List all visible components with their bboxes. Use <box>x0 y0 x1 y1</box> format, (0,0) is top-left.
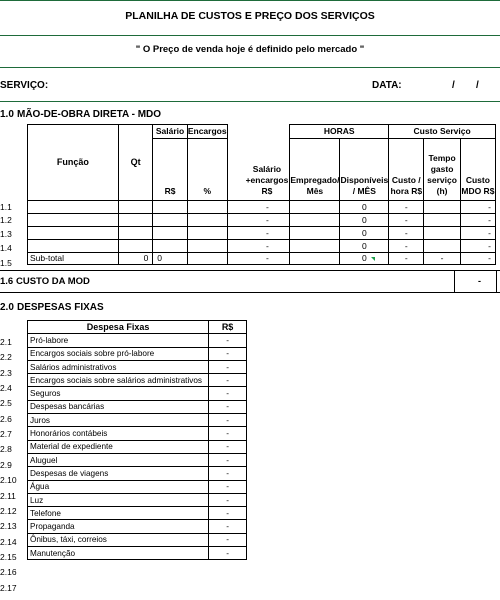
section2-title: DESPESAS FIXAS <box>17 302 104 313</box>
despesa-row <box>28 533 247 546</box>
despesa-label: Juros <box>28 414 209 427</box>
mdo-cell-tempo[interactable] <box>424 227 460 240</box>
subtotal-disponiveis: 0 <box>340 253 389 265</box>
group-custo-header: Custo Serviço <box>389 125 496 139</box>
mdo-cell-salario-encargos[interactable]: - <box>227 201 290 214</box>
col-salario-header: Salário <box>153 125 188 139</box>
title-divider <box>0 35 500 36</box>
row-number: 1.4 <box>0 243 12 253</box>
row-number: 2.4 <box>0 383 12 394</box>
mdo-cell-tempo[interactable] <box>424 240 460 253</box>
mdo-cell-disponiveis[interactable]: 0 <box>340 240 389 253</box>
row-number: 2.17 <box>0 582 17 593</box>
despesa-label: Despesas bancárias <box>28 400 209 413</box>
row-number: 2.10 <box>0 475 17 486</box>
custo-mod-top-line <box>0 270 500 271</box>
col-custo-mdo-header: Custo MDO R$ <box>460 139 495 201</box>
mdo-cell-custo-hora[interactable]: - <box>389 227 424 240</box>
despesa-label: Despesas de viagens <box>28 467 209 480</box>
despesa-value[interactable]: - <box>209 374 247 387</box>
despesa-row <box>28 374 247 387</box>
row-number: 2.5 <box>0 398 12 409</box>
section2-number: 2.0 <box>0 302 14 313</box>
despesa-label: Telefone <box>28 507 209 520</box>
col-encargos-header: Encargos <box>187 125 227 139</box>
row-number: 2.9 <box>0 459 12 470</box>
mdo-cell-qt[interactable] <box>118 227 152 240</box>
mdo-cell-empregado[interactable] <box>290 240 340 253</box>
mdo-cell-encargos[interactable] <box>187 201 227 214</box>
row-number: 2.12 <box>0 505 17 516</box>
subtotal-row <box>28 253 496 265</box>
row-number: 2.6 <box>0 413 12 424</box>
mdo-cell-custo-mdo[interactable]: - <box>460 214 495 227</box>
col-custo-hora-header: Custo / hora R$ <box>389 139 424 201</box>
despesa-value[interactable]: - <box>209 493 247 506</box>
top-border <box>0 0 500 1</box>
mdo-cell-disponiveis[interactable]: 0 <box>340 214 389 227</box>
row-number: 2.2 <box>0 352 12 363</box>
custo-mod-label: CUSTO DA MOD <box>16 276 90 287</box>
mdo-table <box>27 124 496 265</box>
despesa-value[interactable]: - <box>209 334 247 347</box>
col-tempo-header: Tempo gasto serviço (h) <box>424 139 460 201</box>
servico-divider <box>0 101 500 102</box>
despesa-row <box>28 440 247 453</box>
despesa-value[interactable]: - <box>209 467 247 480</box>
despesa-label: Pró-labore <box>28 334 209 347</box>
despesa-row <box>28 493 247 506</box>
subtotal-encargos <box>187 253 227 265</box>
row-number: 1.3 <box>0 229 12 239</box>
data-slash-2: / <box>476 80 479 91</box>
row-number: 1.2 <box>0 215 12 225</box>
mdo-cell-salario-encargos[interactable]: - <box>227 214 290 227</box>
row-number: 2.8 <box>0 444 12 455</box>
servico-label: SERVIÇO: <box>0 80 49 91</box>
custo-mod-right-line <box>496 270 497 293</box>
row-number: 1.1 <box>0 202 12 212</box>
despesa-row <box>28 347 247 360</box>
mdo-cell-salario-encargos[interactable]: - <box>227 227 290 240</box>
despesa-row <box>28 334 247 347</box>
despesa-label: Aluguel <box>28 453 209 466</box>
despesa-label: Encargos sociais sobre salários administrativos <box>28 374 209 387</box>
section1-title: MÃO-DE-OBRA DIRETA - MDO <box>17 109 162 120</box>
mdo-cell-custo-mdo[interactable]: - <box>460 240 495 253</box>
subtotal-custo-mdo: - <box>460 253 495 265</box>
despesa-label: Luz <box>28 493 209 506</box>
despesa-value[interactable]: - <box>209 440 247 453</box>
subtotal-qt: 0 <box>118 253 152 265</box>
mdo-cell-custo-hora[interactable]: - <box>389 240 424 253</box>
despesa-label: Material de expediente <box>28 440 209 453</box>
mdo-cell-qt[interactable] <box>118 214 152 227</box>
row-number: 2.15 <box>0 551 17 562</box>
mdo-cell-funcao[interactable] <box>28 240 119 253</box>
mdo-cell-salario[interactable] <box>153 201 188 214</box>
despesa-row <box>28 414 247 427</box>
page-title: PLANILHA DE CUSTOS E PREÇO DOS SERVIÇOS <box>125 10 375 22</box>
mdo-cell-custo-hora[interactable]: - <box>389 201 424 214</box>
despesa-value[interactable]: - <box>209 507 247 520</box>
row-number: 2.7 <box>0 429 12 440</box>
row-number: 2.11 <box>0 490 16 501</box>
mdo-cell-salario[interactable] <box>153 214 188 227</box>
row-number: 1.5 <box>0 258 12 268</box>
despesa-label: Seguros <box>28 387 209 400</box>
col-salario-rs-header: R$ <box>153 139 188 201</box>
despesa-row <box>28 360 247 373</box>
col-despesa-header: Despesa Fixas <box>28 321 209 334</box>
mdo-cell-salario-encargos[interactable]: - <box>227 240 290 253</box>
col-encargos-pct-header: % <box>187 139 227 201</box>
despesa-value[interactable]: - <box>209 520 247 533</box>
despesa-value[interactable]: - <box>209 427 247 440</box>
row-number: 2.16 <box>0 567 17 578</box>
mdo-row <box>28 240 496 253</box>
despesa-value[interactable]: - <box>209 387 247 400</box>
row-number: 2.3 <box>0 367 12 378</box>
despesa-value[interactable]: - <box>209 347 247 360</box>
col-salario-encargos-header: Salário +encargos R$ <box>227 139 290 201</box>
mdo-cell-funcao[interactable] <box>28 201 119 214</box>
despesa-label: Honorários contábeis <box>28 427 209 440</box>
mdo-cell-empregado[interactable] <box>290 227 340 240</box>
mdo-cell-custo-hora[interactable]: - <box>389 214 424 227</box>
blank-header-cell <box>227 125 290 139</box>
despesa-row <box>28 387 247 400</box>
row-number: 2.1 <box>0 337 12 347</box>
data-slash-1: / <box>452 80 455 91</box>
despesa-value[interactable]: - <box>209 414 247 427</box>
mdo-cell-empregado[interactable] <box>290 201 340 214</box>
despesa-row <box>28 520 247 533</box>
mdo-cell-custo-mdo[interactable]: - <box>460 201 495 214</box>
custo-mod-value: - <box>478 276 481 286</box>
despesa-value[interactable]: - <box>209 360 247 373</box>
mdo-cell-funcao[interactable] <box>28 214 119 227</box>
subtitle-divider <box>0 67 500 68</box>
despesa-label: Ônibus, táxi, correios <box>28 533 209 546</box>
subtotal-salario: 0 <box>153 253 188 265</box>
despesas-fixas-table <box>27 320 247 560</box>
mdo-cell-encargos[interactable] <box>187 227 227 240</box>
mdo-row <box>28 227 496 240</box>
custo-mod-bottom-line <box>0 292 500 293</box>
subtotal-label: Sub-total <box>28 253 119 265</box>
cell-error-marker <box>371 257 375 261</box>
mdo-cell-disponiveis[interactable]: 0 <box>340 201 389 214</box>
despesa-row <box>28 453 247 466</box>
despesa-label: Encargos sociais sobre pró-labore <box>28 347 209 360</box>
col-rs-header: R$ <box>209 321 247 334</box>
despesa-row <box>28 467 247 480</box>
mdo-cell-salario[interactable] <box>153 227 188 240</box>
despesa-row <box>28 400 247 413</box>
despesa-row <box>28 547 247 560</box>
despesa-value[interactable]: - <box>209 453 247 466</box>
section1-number: 1.0 <box>0 109 14 120</box>
mdo-cell-salario[interactable] <box>153 240 188 253</box>
mdo-cell-tempo[interactable] <box>424 201 460 214</box>
group-horas-header: HORAS <box>290 125 389 139</box>
mdo-cell-disponiveis[interactable]: 0 <box>340 227 389 240</box>
subtotal-empregado <box>290 253 340 265</box>
despesa-row <box>28 480 247 493</box>
despesa-value[interactable]: - <box>209 400 247 413</box>
mdo-cell-empregado[interactable] <box>290 214 340 227</box>
mdo-cell-custo-mdo[interactable]: - <box>460 227 495 240</box>
row-number: 2.13 <box>0 521 17 532</box>
col-funcao-header: Função <box>28 125 119 201</box>
subtotal-custo-hora: - <box>389 253 424 265</box>
mdo-cell-funcao[interactable] <box>28 227 119 240</box>
despesa-label: Propaganda <box>28 520 209 533</box>
mdo-cell-encargos[interactable] <box>187 240 227 253</box>
despesa-row <box>28 507 247 520</box>
subtotal-tempo: - <box>424 253 460 265</box>
data-label: DATA: <box>372 80 402 91</box>
mdo-row <box>28 201 496 214</box>
row-number: 2.14 <box>0 536 17 547</box>
despesa-label: Manutenção <box>28 547 209 560</box>
custo-mod-number: 1.6 <box>0 276 14 287</box>
page-subtitle: " O Preço de venda hoje é definido pelo mercado " <box>135 44 365 55</box>
mdo-cell-tempo[interactable] <box>424 214 460 227</box>
despesa-value[interactable]: - <box>209 547 247 560</box>
despesa-label: Salários administrativos <box>28 360 209 373</box>
despesa-value[interactable]: - <box>209 533 247 546</box>
col-qt-header: Qt <box>118 125 152 201</box>
subtotal-salario-encargos: - <box>227 253 290 265</box>
mdo-cell-qt[interactable] <box>118 240 152 253</box>
despesa-value[interactable]: - <box>209 480 247 493</box>
col-empregado-header: Empregado/ Mês <box>290 139 340 201</box>
mdo-row <box>28 214 496 227</box>
col-disponiveis-header: Disponíveis / MÊS <box>340 139 389 201</box>
mdo-cell-encargos[interactable] <box>187 214 227 227</box>
despesa-row <box>28 427 247 440</box>
custo-mod-value-divider <box>454 270 455 293</box>
mdo-cell-qt[interactable] <box>118 201 152 214</box>
despesa-label: Água <box>28 480 209 493</box>
